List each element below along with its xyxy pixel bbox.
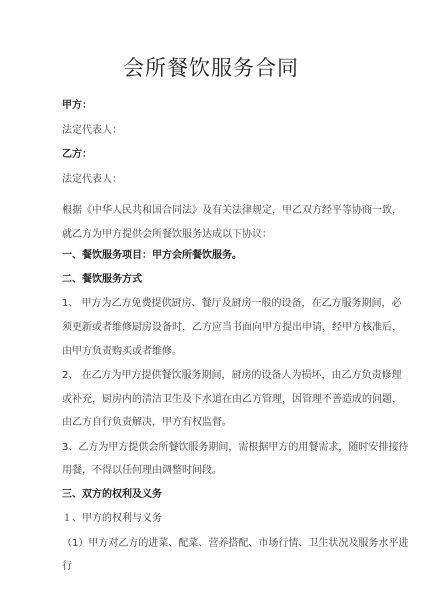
clause-3-1-1-line-2: 行	[62, 561, 72, 572]
section-2-heading: 二、餐饮服务方式	[62, 274, 142, 285]
preamble-line-2: 就乙方为甲方提供会所餐饮服务达成以下协议：	[62, 229, 272, 240]
party-a-representative: 法定代表人：	[62, 125, 122, 136]
party-b-representative: 法定代表人：	[62, 174, 122, 185]
document-title: 会所餐饮服务合同	[123, 56, 299, 80]
clause-2-2-line-1: 2、 在乙方为甲方提供餐饮服务期间，厨房的设备人为损坏，由乙方负责修理	[62, 370, 402, 381]
clause-2-3-line-2: 用餐，不得以任何理由调整时间段。	[62, 465, 222, 476]
clause-2-1-line-1: 1、 甲方为乙方免费提供厨房、餐厅及厨房一般的设备，在乙方服务期间，必	[62, 298, 402, 309]
section-1-heading: 一、餐饮服务项目：甲方会所餐饮服务。	[62, 250, 242, 261]
clause-3-1-1-line-1: （1）甲方对乙方的进菜、配菜、营养搭配、市场行情、卫生状况及服务水平进	[62, 538, 409, 549]
party-a-label: 甲方：	[62, 100, 92, 111]
clause-2-1-line-2: 须更新或者维修厨房设备时，乙方应当书面向甲方提出申请，经甲方核准后，	[62, 322, 402, 333]
party-b-label: 乙方：	[62, 149, 92, 160]
clause-2-3-line-1: 3、乙方为甲方提供会所餐饮服务期间，需根据甲方的用餐需求，随时安排接待	[62, 442, 409, 453]
section-3-heading: 三、双方的权利及义务	[62, 489, 162, 500]
clause-3-1-heading: １、甲方的权利与义务	[62, 513, 162, 524]
clause-2-2-line-2: 或补充，厨房内的清洁卫生及下水道在由乙方管理，因管理不善造成的问题，	[62, 394, 402, 405]
preamble-line-1: 根据《中华人民共和国合同法》及有关法律规定，甲乙双方经平等协商一致，	[62, 205, 402, 216]
clause-2-2-line-3: 由乙方自行负责解决，甲方有权监督。	[62, 417, 232, 428]
clause-2-1-line-3: 由甲方负责购买或者维修。	[62, 346, 182, 357]
